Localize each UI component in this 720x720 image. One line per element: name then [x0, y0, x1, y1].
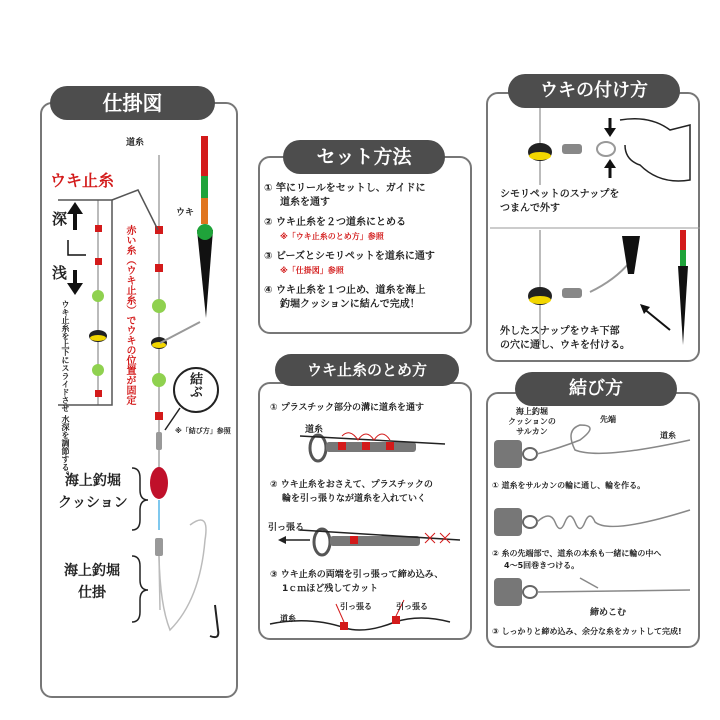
uki-tsuke-cap2-line2: の穴に通し、ウキを付ける。	[500, 340, 630, 351]
red-line-note: 赤い糸（ウキ止糸）でウキの位置が固定	[124, 225, 135, 405]
uki-label: ウキ	[176, 208, 195, 218]
tome-step3-line2: 1ｃｍほど残してカット	[282, 584, 379, 594]
musubikata-ref: ※「結び方」参照	[175, 427, 231, 435]
tome-michiito: 道糸	[305, 425, 324, 435]
musubi-saki: 先端	[600, 415, 616, 424]
depth-note-line2: 水深を調節する。	[61, 414, 70, 479]
setto-step4b: 釣堀クッションに結んで完成！	[280, 299, 420, 310]
musubi-michiito: 道糸	[660, 431, 676, 440]
asai-label: 浅	[52, 264, 68, 282]
musubi-step3: ③ しっかりと締め込み、余分な糸をカットして完成!	[492, 627, 682, 636]
musubi-shimekomu: 締めこむ	[590, 608, 627, 618]
musubi-sarukan-line3: サルカン	[516, 427, 548, 436]
shikake-label-line1: 海上釣堀	[64, 563, 120, 579]
cushion-label-line1: 海上釣堀	[64, 473, 121, 489]
tome-title: ウキ止糸のとめ方	[275, 354, 459, 386]
depth-note-line1: ウキ止糸を上下にスライドさせ	[61, 300, 70, 412]
tome-hipparu3: 引っ張る	[396, 602, 428, 611]
setto-step2: ② ウキ止糸を２つ道糸にとめる	[264, 217, 406, 228]
tome-step2-line1: ② ウキ止糸をおさえて、プラスチックの	[270, 480, 433, 490]
musubi-step2-line2: 4～5回巻きつける。	[504, 561, 580, 570]
tome-michiito2: 道糸	[280, 614, 296, 623]
setto-step4a: ④ ウキ止糸を１つ止め、道糸を海上	[264, 285, 426, 296]
musubi-sarukan-line2: クッションの	[508, 417, 556, 426]
musubi-step1: ① 道糸をサルカンの輪に通し、輪を作る。	[492, 481, 646, 490]
musubi-step2-line1: ② 糸の先端部で、道糸の本糸も一緒に輪の中へ	[492, 549, 662, 558]
fukai-label: 深	[52, 210, 68, 228]
shikake-title: 仕掛図	[50, 86, 215, 120]
uki-tsuke-cap1-line2: つまんで外す	[500, 203, 560, 214]
tome-step3-line1: ③ ウキ止糸の両端を引っ張って締め込み、	[270, 570, 444, 580]
uki-tsuke-cap1-line1: シモリペットのスナップを	[500, 189, 620, 200]
setto-step2-ref: ※「ウキ止糸のとめ方」参照	[280, 232, 384, 241]
setto-step1b: 道糸を通す	[280, 197, 330, 208]
cushion-label-line2: クッション	[58, 495, 128, 511]
musubu-label: 結ぶ	[187, 372, 202, 398]
uki-tsuke-cap2-line1: 外したスナップをウキ下部	[500, 326, 620, 337]
uki-tsuke-title: ウキの付け方	[508, 74, 680, 108]
musubi-step2	[492, 548, 661, 572]
tome-step2-line2: 輪を引っ張りなが道糸を入れていく	[282, 494, 427, 504]
setto-step3: ③ ビーズとシモリペットを道糸に通す	[264, 251, 435, 262]
musubi-title: 結び方	[515, 372, 677, 406]
michiito-label: 道糸	[126, 138, 145, 148]
setto-step1a: ① 竿にリールをセットし、ガイドに	[264, 183, 426, 194]
musubi-sarukan-line1: 海上釣堀	[515, 407, 548, 416]
tome-hipparu2: 引っ張る	[340, 602, 372, 611]
tome-hipparu: 引っ張る	[268, 523, 305, 533]
setto-title: セット方法	[283, 140, 445, 174]
uki-dome-label: ウキ止糸	[50, 171, 115, 190]
shikake-label-line2: 仕掛	[78, 585, 106, 601]
tome-step1: ① プラスチック部分の溝に道糸を通す	[270, 403, 425, 413]
setto-step3-ref: ※「仕掛図」参照	[280, 266, 344, 275]
